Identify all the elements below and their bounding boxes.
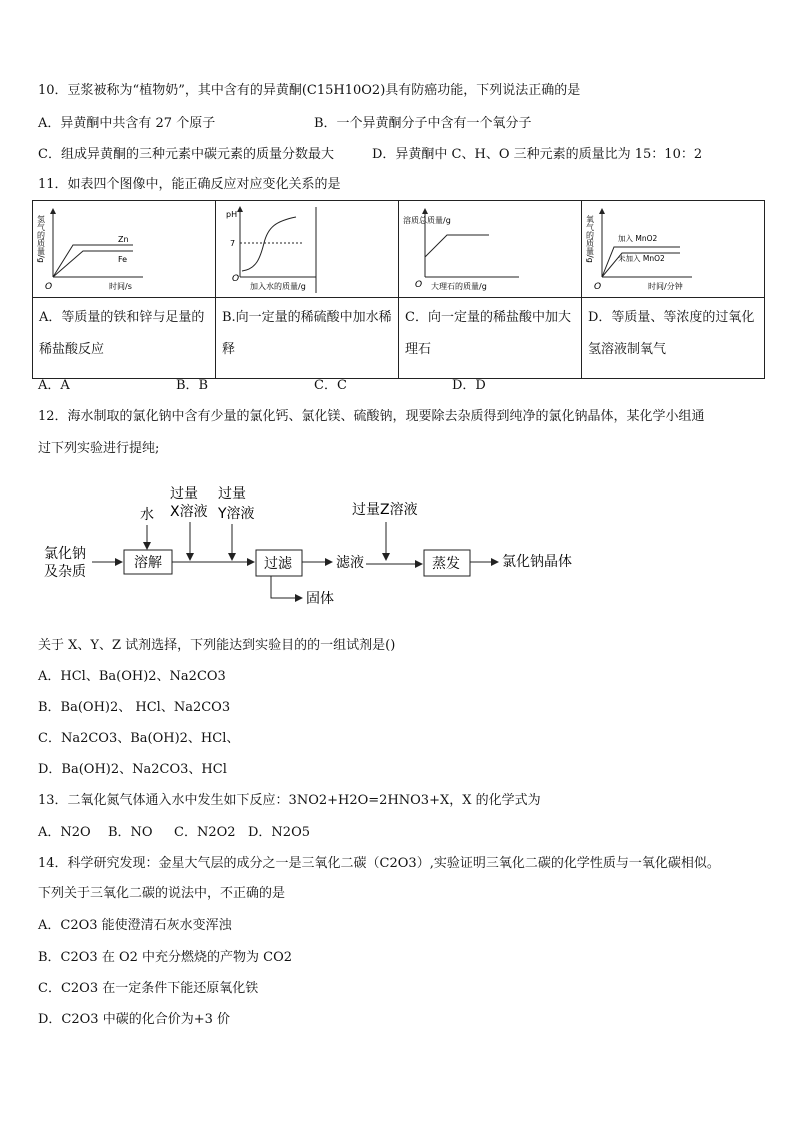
q12-option-a: A．HCl、Ba(OH)2、Na2CO3: [38, 669, 226, 684]
q13-stem: 13．二氧化氮气体通入水中发生如下反应：3NO2+H2O=2HNO3+X，X 的化学式为: [38, 793, 541, 808]
q14-stem-line1: 14．科学研究发现：金星大气层的成分之一是三氧化二碳（C2O3）,实验证明三氧化二碳的化学性质与一氧化碳相似。: [38, 856, 720, 871]
q12-stem-line2: 过下列实验进行提纯;: [38, 441, 160, 456]
purification-flowchart: [30, 478, 610, 610]
q11-graph-table: [32, 200, 765, 379]
q10-option-c: C．组成异黄酮的三种元素中碳元素的质量分数最大: [38, 147, 334, 162]
flow-z-label: 过量Z溶液: [352, 502, 418, 518]
q13-option-c: C．N2O2: [174, 825, 236, 840]
flow-dissolve-label: 溶解: [134, 555, 162, 571]
graph-c-xlabel: 大理石的质量/g: [431, 282, 487, 291]
q14-option-d: D．C2O3 中碳的化合价为+3 价: [38, 1012, 230, 1027]
flow-arrow-to-solid: [271, 576, 302, 598]
graph-c-origin: O: [415, 280, 423, 290]
q13-option-a: A．N2O: [38, 825, 91, 840]
flow-product-label: 氯化钠晶体: [502, 554, 572, 570]
flow-y-line1: 过量: [218, 486, 246, 502]
q11-graph-cell-a: [33, 201, 216, 298]
q11-answer-b: B．B: [176, 378, 209, 393]
flow-evaporate-label: 蒸发: [432, 556, 460, 572]
graph-d-origin: O: [594, 282, 602, 292]
q14-option-c: C．C2O3 在一定条件下能还原氧化铁: [38, 981, 259, 996]
flow-x-line2: X溶液: [170, 504, 208, 520]
q13-option-d: D．N2O5: [248, 825, 310, 840]
q14-option-a: A．C2O3 能使澄清石灰水变浑浊: [38, 918, 232, 933]
q11-caption-d: D．等质量、等浓度的过氧化氢溶液制氧气: [582, 298, 765, 379]
q10-stem: 10．豆浆被称为“植物奶”，其中含有的异黄酮(C15H10O2)具有防癌功能，下列说法正确的是: [38, 83, 581, 98]
q11-caption-a: A．等质量的铁和锌与足量的稀盐酸反应: [33, 298, 216, 379]
flow-input-line2: 及杂质: [44, 564, 86, 580]
q12-question: 关于 X、Y、Z 试剂选择，下列能达到实验目的的一组试剂是(): [38, 638, 396, 653]
graph-c-ylabel: 溶质总质量/g: [403, 216, 451, 225]
graph-a-series-fe: Fe: [118, 255, 128, 264]
q12-stem-line1: 12．海水制取的氯化钠中含有少量的氯化钙、氯化镁、硫酸钠，现要除去杂质得到纯净的氯化钠晶体，某化学小组通: [38, 409, 705, 424]
q11-caption-b: B.向一定量的稀硫酸中加水稀释: [216, 298, 399, 379]
graph-b-origin: O: [232, 274, 240, 284]
graph-a-origin: O: [45, 282, 53, 292]
q11-caption-c: C．向一定量的稀盐酸中加大理石: [399, 298, 582, 379]
graph-d: [582, 201, 763, 293]
q10-option-b: B．一个异黄酮分子中含有一个氧分子: [314, 116, 532, 131]
q12-option-c: C．Na2CO3、Ba(OH)2、HCl、: [38, 731, 240, 746]
q11-graph-cell-b: [216, 201, 399, 298]
q11-graph-cell-d: [582, 201, 765, 298]
graph-c: [399, 201, 581, 293]
q11-answer-c: C．C: [314, 378, 347, 393]
graph-c-line: [425, 235, 489, 257]
q12-option-d: D．Ba(OH)2、Na2CO3、HCl: [38, 762, 227, 777]
graph-d-ylabel: 氧气的质量/g: [585, 215, 595, 263]
q14-option-b: B．C2O3 在 O2 中充分燃烧的产物为 CO2: [38, 950, 293, 965]
graph-a-ylabel: 氢气的质量/g: [36, 215, 46, 263]
graph-a: [33, 201, 215, 293]
graph-b-ref: 7: [230, 239, 236, 248]
graph-b-ylabel: pH: [226, 210, 238, 219]
graph-d-xlabel: 时间/分钟: [648, 282, 683, 291]
flow-solid-label: 固体: [306, 591, 334, 607]
graph-b-xlabel: 加入水的质量/g: [250, 282, 306, 291]
q11-answer-a: A．A: [38, 378, 70, 393]
graph-d-series-without: 未加入 MnO2: [618, 254, 665, 263]
q10-option-d: D．异黄酮中 C、H、O 三种元素的质量比为 15：10：2: [372, 147, 703, 162]
graph-d-series-with: 加入 MnO2: [618, 234, 658, 243]
graph-a-xlabel: 时间/s: [109, 282, 132, 291]
q10-option-a: A．异黄酮中共含有 27 个原子: [38, 116, 216, 131]
q12-option-b: B．Ba(OH)2、 HCl、Na2CO3: [38, 700, 231, 715]
flow-water-label: 水: [140, 507, 154, 523]
q13-option-b: B．NO: [108, 825, 153, 840]
flow-input-line1: 氯化钠: [44, 546, 86, 562]
flow-x-line1: 过量: [170, 486, 198, 502]
q11-stem: 11．如表四个图像中，能正确反应对应变化关系的是: [38, 177, 341, 192]
q11-answer-d: D．D: [452, 378, 486, 393]
graph-a-series-zn: Zn: [118, 235, 129, 244]
flow-filtrate-label: 滤液: [336, 555, 364, 571]
graph-b: [216, 201, 404, 293]
q14-stem-line2: 下列关于三氧化二碳的说法中，不正确的是: [38, 886, 286, 901]
flow-y-line2: Y溶液: [218, 506, 255, 522]
flow-filter-label: 过滤: [264, 556, 292, 572]
graph-b-curve: [242, 217, 296, 271]
q11-graph-cell-c: [399, 201, 582, 298]
